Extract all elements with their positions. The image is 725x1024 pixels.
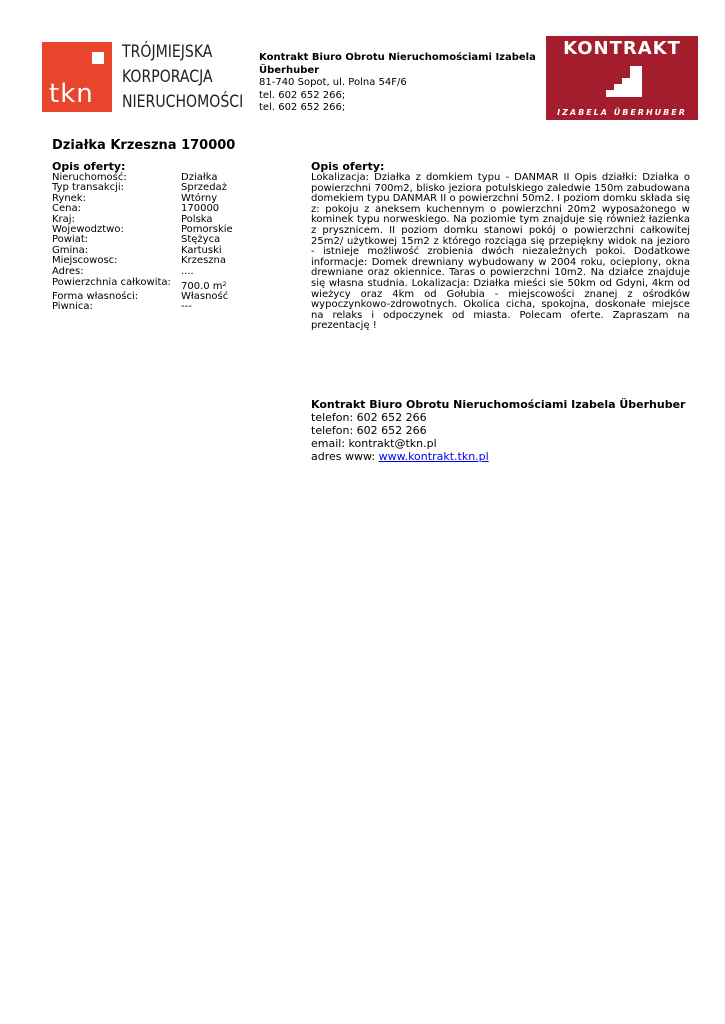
detail-label: Forma własności:: [52, 291, 139, 303]
detail-row: [52, 194, 262, 204]
contact-name: Kontrakt Biuro Obrotu Nieruchomościami Izabela Überhuber: [311, 398, 686, 411]
detail-value: Działka: [181, 172, 218, 183]
agency-header: [259, 52, 539, 115]
tkn-logo: [42, 42, 244, 116]
contact-phone: telefon: 602 652 266: [311, 411, 427, 424]
kontrakt-logo-title: KONTRAKT: [563, 38, 681, 59]
area-unit-exponent: 2: [222, 281, 227, 289]
detail-label: Kraj:: [52, 213, 75, 225]
detail-value: Pomorskie: [181, 224, 233, 236]
detail-label: Rynek:: [52, 192, 86, 204]
detail-row: [52, 277, 262, 292]
detail-label: Cena:: [52, 203, 81, 215]
offer-description: [311, 161, 690, 332]
detail-label: Gmina:: [52, 244, 89, 256]
detail-value: 170000: [181, 203, 220, 215]
detail-label: Piwnica:: [52, 301, 93, 313]
tkn-logo-line: TRÓJMIEJSKA: [122, 42, 213, 62]
details-heading: Opis oferty:: [52, 160, 126, 173]
detail-value-area: [181, 278, 262, 292]
detail-value: Własność: [181, 291, 229, 303]
detail-label: Typ transakcji:: [52, 182, 125, 194]
tkn-logo-line: NIERUCHOMOŚCI: [122, 92, 244, 112]
tkn-logo-square: [92, 52, 104, 64]
contact-email: email: kontrakt@tkn.pl: [311, 437, 437, 450]
detail-label: Powiat:: [52, 234, 89, 246]
description-text: Lokalizacja: Działka z domkiem typu - DANMAR II Opis działki: Działka o powierzchni 700m2, blisko jeziora potulskiego zaledwie 150m zabudowana domekiem typu DANMAR II o powierzchni 50m2. I poziom domku składa się z: pokoju z aneksem kuchennym o powierzchni 20m2 wyposażonego w kominek typu norweskiego. Na poziomie tym znajduje się również łazienka z prysznicem. II poziom domku stanowi pokój o powierzchni całkowitej 25m2/ użytkowej 15m2 z którego rozciąga się przepiękny widok na jezioro - istnieje możliwość zrobienia dwóch niezależnych pokoi. Dodatkowe informacje: Domek drewniany wybudowany w 2004 roku, ocieplony, okna drewniane oraz okiennice. Taras o powierzchni 10m2. Na działce znajduje się własna studnia. Lokalizacja: Działka mieści sie 50km od Gdyni, 4km od wieżycy oraz 4km od Gołubia - miejscowości znanej z ośrodków wypoczynkowo-zdrowotnych. Okolica cicha, spokojna, doskonałe miejsce na relaks i odpoczynek od miasta. Polecam oferte. Zapraszam na prezentację !: [311, 172, 690, 332]
detail-label: Adres:: [52, 265, 84, 277]
contact-website: [311, 450, 691, 463]
detail-value: Wtórny: [181, 192, 218, 204]
listing-title: Działka Krzeszna 170000: [52, 138, 236, 153]
detail-value: ....: [181, 265, 194, 277]
agency-phone: tel. 602 652 266;: [259, 89, 346, 101]
detail-value: Sprzedaż: [181, 182, 227, 194]
agency-address: 81-740 Sopot, ul. Polna 54F/6: [259, 77, 407, 88]
detail-row: [52, 204, 262, 214]
website-link[interactable]: www.kontrakt.tkn.pl: [378, 450, 489, 463]
tkn-logo-text: tkn: [49, 79, 94, 109]
contact-block: [311, 398, 691, 463]
tkn-logo-box: [42, 42, 112, 112]
agency-name: Kontrakt Biuro Obrotu Nieruchomościami Izabela Überhuber: [259, 52, 536, 76]
detail-value: Krzeszna: [181, 255, 226, 267]
description-heading: Opis oferty:: [311, 160, 385, 173]
agency-phone: tel. 602 652 266;: [259, 102, 346, 113]
detail-label: Miejscowosc:: [52, 255, 118, 267]
tkn-logo-wordmark: [122, 40, 243, 115]
detail-value: Kartuski: [181, 244, 222, 256]
detail-value: Polska: [181, 213, 213, 225]
detail-label: Powierzchnia całkowita:: [52, 277, 171, 289]
detail-row: [52, 302, 262, 312]
kontrakt-logo: [546, 36, 698, 120]
tkn-logo-line: KORPORACJA: [122, 67, 213, 87]
kontrakt-logo-subtitle: IZABELA ÜBERHUBER: [557, 108, 687, 117]
detail-value: ---: [181, 301, 192, 313]
detail-row: [52, 267, 262, 277]
detail-label: Nieruchomość:: [52, 172, 127, 183]
detail-label: Wojewodztwo:: [52, 224, 124, 236]
area-value: 700.0 m: [181, 281, 223, 293]
detail-value: Stężyca: [181, 234, 221, 246]
offer-details: [52, 161, 262, 313]
website-label: adres www:: [311, 450, 379, 463]
contact-phone: telefon: 602 652 266: [311, 424, 427, 437]
